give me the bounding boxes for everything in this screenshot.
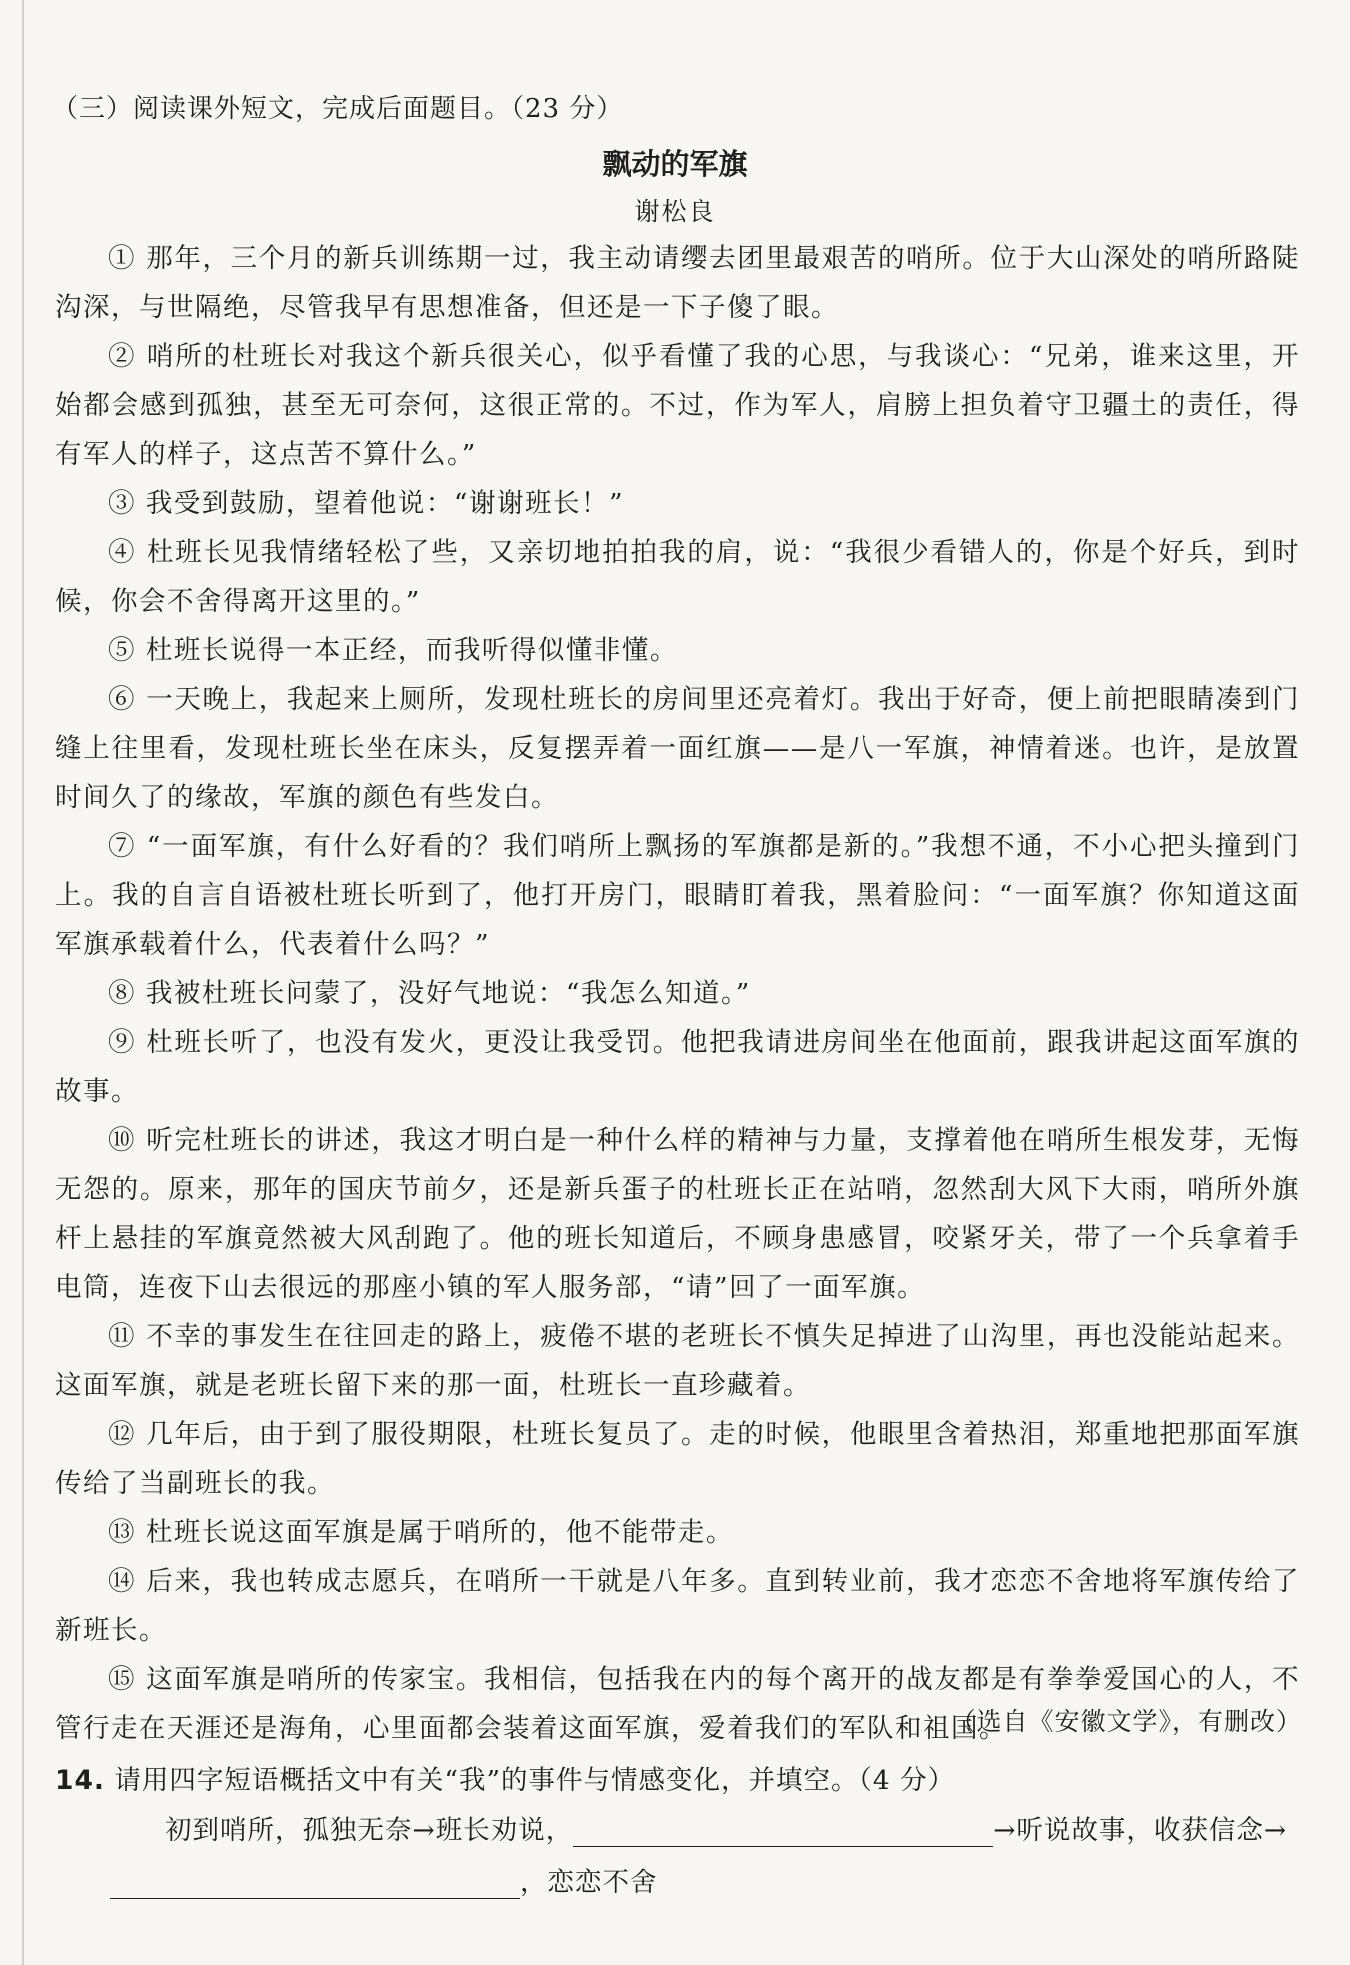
paragraph-15: ⑮ 这面军旗是哨所的传家宝。我相信，包括我在内的每个离开的战友都是有拳拳爱国心的人，不管行走在天涯还是海角，心里面都会装着这面军旗，爱着我们的军队和祖国。 [55,1664,1300,1744]
paragraph-14: ⑭ 后来，我也转成志愿兵，在哨所一干就是八年多。直到转业前，我才恋恋不舍地将军旗传给了新班长。 [55,1566,1300,1646]
answer-line-2 [110,1860,658,1899]
paragraph-9: ⑨ 杜班长听了，也没有发火，更没让我受罚。他把我请进房间坐在他面前，跟我讲起这面军旗的故事。 [55,1027,1300,1107]
paragraph-10: ⑩ 听完杜班长的讲述，我这才明白是一种什么样的精神与力量，支撑着他在哨所生根发芽，无悔无怨的。原来，那年的国庆节前夕，还是新兵蛋子的杜班长正在站哨，忽然刮大风下大雨，哨所外旗杆上悬挂的军旗竟然被大风刮跑了。他的班长知道后，不顾身患感冒，咬紧牙关，带了一个兵拿着手电筒，连夜下山去很远的那座小镇的军人服务部，“请”回了一面军旗。 [55,1125,1300,1303]
answer-blank-2[interactable] [110,1870,520,1899]
paragraph-11: ⑪ 不幸的事发生在往回走的路上，疲倦不堪的老班长不慎失足掉进了山沟里，再也没能站起来。这面军旗，就是老班长留下来的那一面，杜班长一直珍藏着。 [55,1321,1300,1401]
paragraph-2: ② 哨所的杜班长对我这个新兵很关心，似乎看懂了我的心思，与我谈心：“兄弟，谁来这里，开始都会感到孤独，甚至无可奈何，这很正常的。不过，作为军人，肩膀上担负着守卫疆土的责任，得有军人的样子，这点苦不算什么。” [55,341,1300,470]
section-heading: （三）阅读课外短文，完成后面题目。（23 分） [52,94,624,124]
question-14 [55,1758,955,1797]
question-number: 14. [55,1765,105,1796]
answer-line-1 [165,1808,1287,1847]
paragraph-6: ⑥ 一天晚上，我起来上厕所，发现杜班长的房间里还亮着灯。我出于好奇，便上前把眼睛凑到门缝上往里看，发现杜班长坐在床头，反复摆弄着一面红旗——是八一军旗，神情着迷。也许，是放置时间久了的缘故，军旗的颜色有些发白。 [55,684,1300,813]
article-author: 谢松良 [634,197,716,226]
paragraph-4: ④ 杜班长见我情绪轻松了些，又亲切地拍拍我的肩，说：“我很少看错人的，你是个好兵，到时候，你会不舍得离开这里的。” [55,537,1300,617]
answer-line-2-end: ，恋恋不舍 [520,1867,658,1898]
question-text: 请用四字短语概括文中有关“我”的事件与情感变化，并填空。（4 分） [114,1765,956,1796]
article-body [55,234,1300,1753]
paragraph-8: ⑧ 我被杜班长问蒙了，没好气地说：“我怎么知道。” [108,978,751,1009]
paragraph-3: ③ 我受到鼓励，望着他说：“谢谢班长！” [108,488,625,519]
paragraph-12: ⑫ 几年后，由于到了服役期限，杜班长复员了。走的时候，他眼里含着热泪，郑重地把那面军旗传给了当副班长的我。 [55,1419,1300,1499]
paragraph-5: ⑤ 杜班长说得一本正经，而我听得似懂非懂。 [108,635,678,666]
answer-line-1-end: →听说故事，收获信念→ [993,1815,1288,1846]
paragraph-1: ① 那年，三个月的新兵训练期一过，我主动请缨去团里最艰苦的哨所。位于大山深处的哨所路陡沟深，与世隔绝，尽管我早有思想准备，但还是一下子傻了眼。 [55,243,1300,323]
paragraph-7: ⑦ “一面军旗，有什么好看的？我们哨所上飘扬的军旗都是新的。”我想不通，不小心把头撞到门上。我的自言自语被杜班长听到了，他打开房门，眼睛盯着我，黑着脸问：“一面军旗？你知道这面军旗承载着什么，代表着什么吗？” [55,831,1300,960]
paragraph-13: ⑬ 杜班长说这面军旗是属于哨所的，他不能带走。 [108,1517,734,1548]
article-title: 飘动的军旗 [602,147,748,181]
margin-line [22,0,24,1965]
article-source: （选自《安徽文学》，有删改） [950,1707,1302,1736]
answer-line-1-start: 初到哨所，孤独无奈→班长劝说， [165,1815,574,1846]
answer-blank-1[interactable] [573,1818,993,1847]
